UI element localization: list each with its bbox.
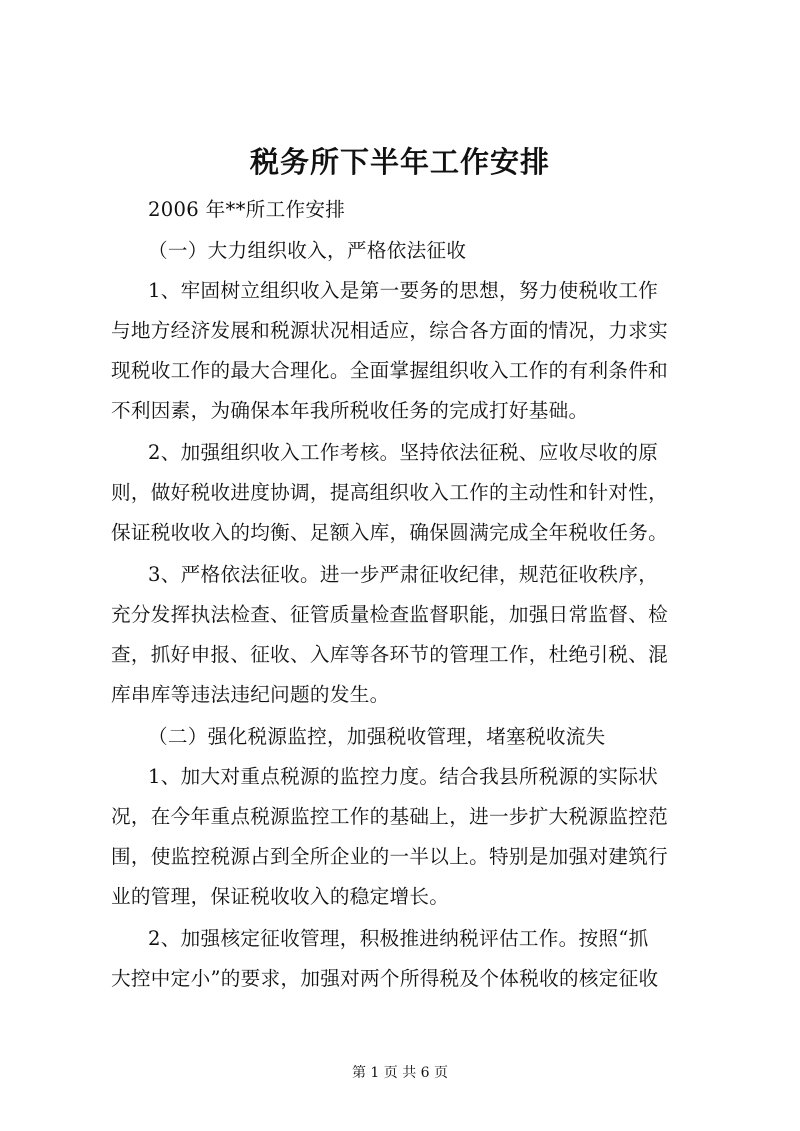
section-heading: （二）强化税源监控，加强税收管理，堵塞税收流失 [148,725,606,748]
page-title: 税务所下半年工作安排 [249,145,550,179]
paragraph-line: 围，使监控税源占到全所企业的一半以上。特别是加强对建筑行 [111,845,669,868]
paragraph-line: 则，做好税收进度协调，提高组织收入工作的主动性和针对性， [111,481,669,504]
page-footer: 第 1 页 共 6 页 [351,1065,449,1081]
paragraph-line: 况，在今年重点税源监控工作的基础上，进一步扩大税源监控范 [111,805,669,828]
paragraph-line: 与地方经济发展和税源状况相适应，综合各方面的情况，力求实 [111,319,669,342]
paragraph-line: 2、加强核定征收管理，积极推进纳税评估工作。按照“抓 [148,927,649,950]
paragraph-line: 业的管理，保证税收收入的稳定增长。 [111,885,450,908]
paragraph-line: 3、严格依法征收。进一步严肃征收纪律，规范征收秩序， [148,563,659,586]
paragraph-line: 不利因素，为确保本年我所税收任务的完成打好基础。 [111,399,589,422]
paragraph-line: 2006 年**所工作安排 [148,198,346,221]
paragraph-line: 2、加强组织收入工作考核。坚持依法征税、应收尽收的原 [148,441,659,464]
paragraph-line: 1、加大对重点税源的监控力度。结合我县所税源的实际状 [148,765,659,788]
paragraph-line: 查，抓好申报、征收、入库等各环节的管理工作，杜绝引税、混 [111,643,669,666]
paragraph-line: 库串库等违法违纪问题的发生。 [111,683,390,706]
paragraph-line: 保证税收收入的均衡、足额入库，确保圆满完成全年税收任务。 [111,521,669,544]
paragraph-line: 1、牢固树立组织收入是第一要务的思想，努力使税收工作 [148,279,659,302]
paragraph-line: 大控中定小”的要求，加强对两个所得税及个体税收的核定征收 [111,967,659,990]
paragraph-line: 充分发挥执法检查、征管质量检查监督职能，加强日常监督、检 [111,603,669,626]
section-heading: （一）大力组织收入，严格依法征收 [148,239,467,262]
paragraph-line: 现税收工作的最大合理化。全面掌握组织收入工作的有利条件和 [111,359,669,382]
